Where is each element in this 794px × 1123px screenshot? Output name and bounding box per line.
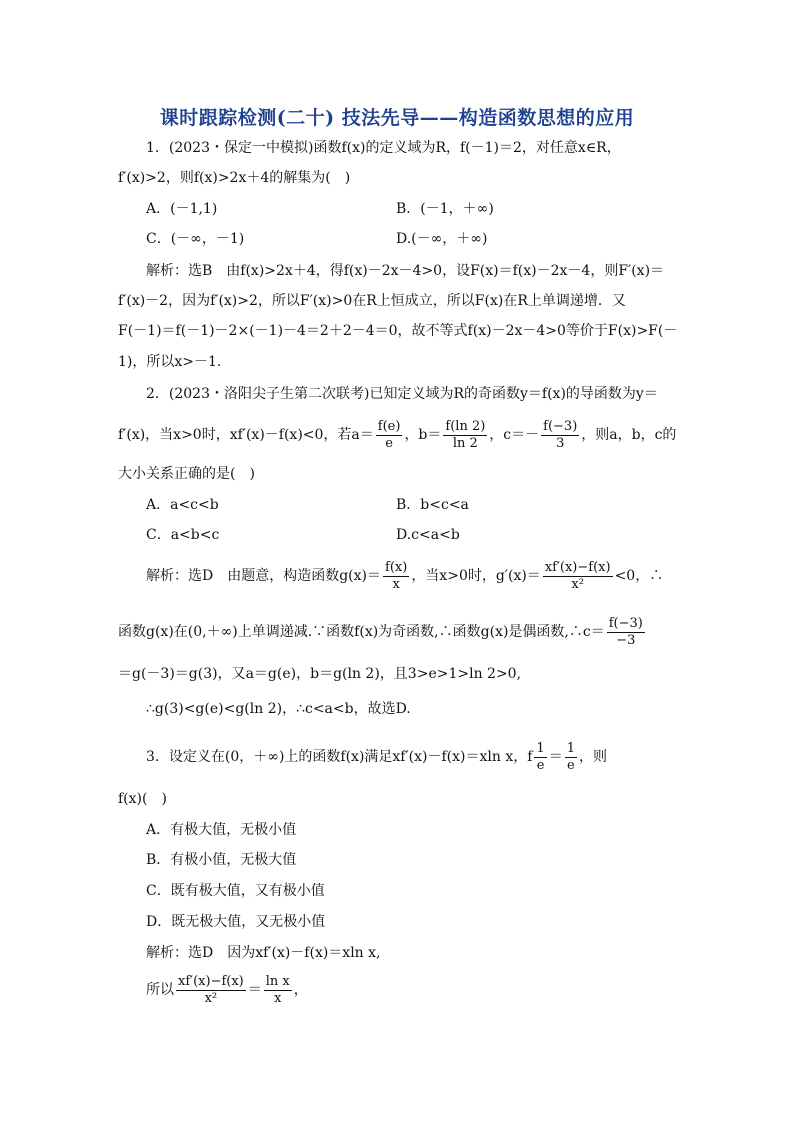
q2-solution-text-a: 解析：选D 由题意，构造函数g(x)＝ [146,568,382,584]
q1-stem-line1: 1．(2023・保定一中模拟)函数f(x)的定义域为R，f(－1)＝2，对任意x∈R， [146,140,621,156]
fraction-denominator: e [536,757,545,773]
fraction-denominator: e [566,757,575,773]
q2-solution-text-d: 函数g(x)在(0,＋∞)上单调递减.∵函数f(x)为奇函数,∴函数g(x)是偶函数,∴c＝ [118,624,605,640]
q2-solution-line2 [118,613,647,651]
fraction-numerator: xf′(x)−f(x) [178,973,244,989]
fraction-result [565,741,577,774]
q1-option-b: B．(－1，＋∞) [396,201,494,217]
fraction-numerator: f(ln 2) [445,418,486,434]
q3-stem-text-b: ＝ [548,749,563,765]
fraction-numerator: ln x [265,973,290,989]
q3-stem-line1 [146,738,607,776]
fraction-denominator: 3 [556,435,565,451]
q2-stem-text-d: ，则a，b，c的 [581,427,677,443]
q1-option-a: A．(－1,1) [146,201,218,217]
fraction-denominator: x² [204,990,218,1006]
fraction-derivative [543,560,613,593]
q3-solution-line1: 解析：选D 因为xf′(x)－f(x)＝xln x, [146,945,381,961]
fraction-c-value [607,616,645,649]
q2-stem-line3: 大小关系正确的是( ) [118,466,255,482]
fraction-g [383,560,409,593]
q2-solution-line1 [146,557,663,595]
fraction-denominator: x [274,990,282,1006]
fraction-numerator: f(e) [377,418,401,434]
fraction-denominator: x² [571,576,584,592]
q3-solution-text-a: 所以 [146,982,174,998]
q1-option-d: D.(－∞，＋∞) [396,231,488,247]
q3-option-c: C．既有极大值，又有极小值 [146,883,325,899]
q3-stem-line2: f(x)( ) [118,791,167,807]
q1-solution-line2: f′(x)－2，因为f′(x)>2，所以F′(x)>0在R上恒成立，所以F(x)在R上单调递增．又 [118,293,626,309]
q3-stem-text-a: 3．设定义在(0，＋∞)上的函数f(x)满足xf′(x)－f(x)＝xln x，f [146,749,533,765]
fraction-derivative [176,974,246,1007]
q3-solution-text-b: ＝ [247,982,262,998]
q2-stem-text-b: ，b＝ [404,427,442,443]
q1-solution-line1: 解析：选B 由f(x)>2x＋4，得f(x)－2x－4>0，设F(x)＝f(x)－2x－4，则F′(x)＝ [146,263,665,279]
fraction-numerator: 1 [566,740,575,756]
q2-option-d: D.c<a<b [396,527,460,543]
q2-option-b: B．b<c<a [396,497,469,513]
fraction-b [443,419,487,452]
fraction-numerator: xf′(x)−f(x) [544,559,611,575]
q2-stem-line1: 2．(2023・洛阳尖子生第二次联考)已知定义域为R的奇函数y＝f(x)的导函数为y＝ [146,386,658,402]
fraction-argument [534,741,546,774]
q3-option-b: B．有极小值，无极大值 [146,852,297,868]
q1-stem-line2: f′(x)>2，则f(x)>2x＋4的解集为( ) [118,170,351,186]
q3-stem-text-c: ，则 [578,749,607,765]
q3-solution-text-c: ， [293,982,308,998]
q2-option-a: A．a<c<b [146,497,219,513]
q2-solution-line3: ＝g(－3)＝g(3)，又a＝g(e)，b＝g(ln 2)，且3>e>1>ln 2>0, [118,666,522,682]
fraction-c [541,419,579,452]
q1-option-c: C．(－∞，－1) [146,231,245,247]
q1-solution-line3: F(－1)＝f(－1)－2×(－1)－4＝2＋2－4＝0，故不等式f(x)－2x－4>0等价于F(x)>F(－ [118,323,678,339]
fraction-denominator: −3 [616,632,636,648]
q3-solution-line2 [146,971,308,1009]
fraction-denominator: ln 2 [452,435,478,451]
fraction-numerator: f(−3) [608,615,643,631]
q2-solution-line4: ∴g(3)<g(e)<g(ln 2)，∴c<a<b，故选D. [146,701,411,717]
q3-option-d: D．既无极大值，又无极小值 [146,914,326,930]
q3-option-a: A．有极大值，无极小值 [146,822,297,838]
page-title: 课时跟踪检测(二十) 技法先导——构造函数思想的应用 [159,107,635,129]
fraction-a [376,419,403,452]
q1-solution-line4: 1)，所以x>－1. [118,354,222,370]
q2-option-c: C．a<b<c [146,527,220,543]
q2-stem-text-a: f′(x)，当x>0时，xf′(x)－f(x)<0，若a＝ [118,427,374,443]
q2-solution-text-c: <0，∴ [614,568,664,584]
fraction-denominator: x [392,576,400,592]
q2-stem-text-c: ，c＝－ [489,427,540,443]
fraction-denominator: e [385,435,393,451]
q2-solution-text-b: ，当x>0时，g′(x)＝ [411,568,541,584]
q2-stem-line2 [118,416,676,454]
fraction-numerator: f(−3) [543,418,578,434]
fraction-numerator: f(x) [385,559,408,575]
fraction-numerator: 1 [536,740,545,756]
fraction-ln [264,974,292,1007]
